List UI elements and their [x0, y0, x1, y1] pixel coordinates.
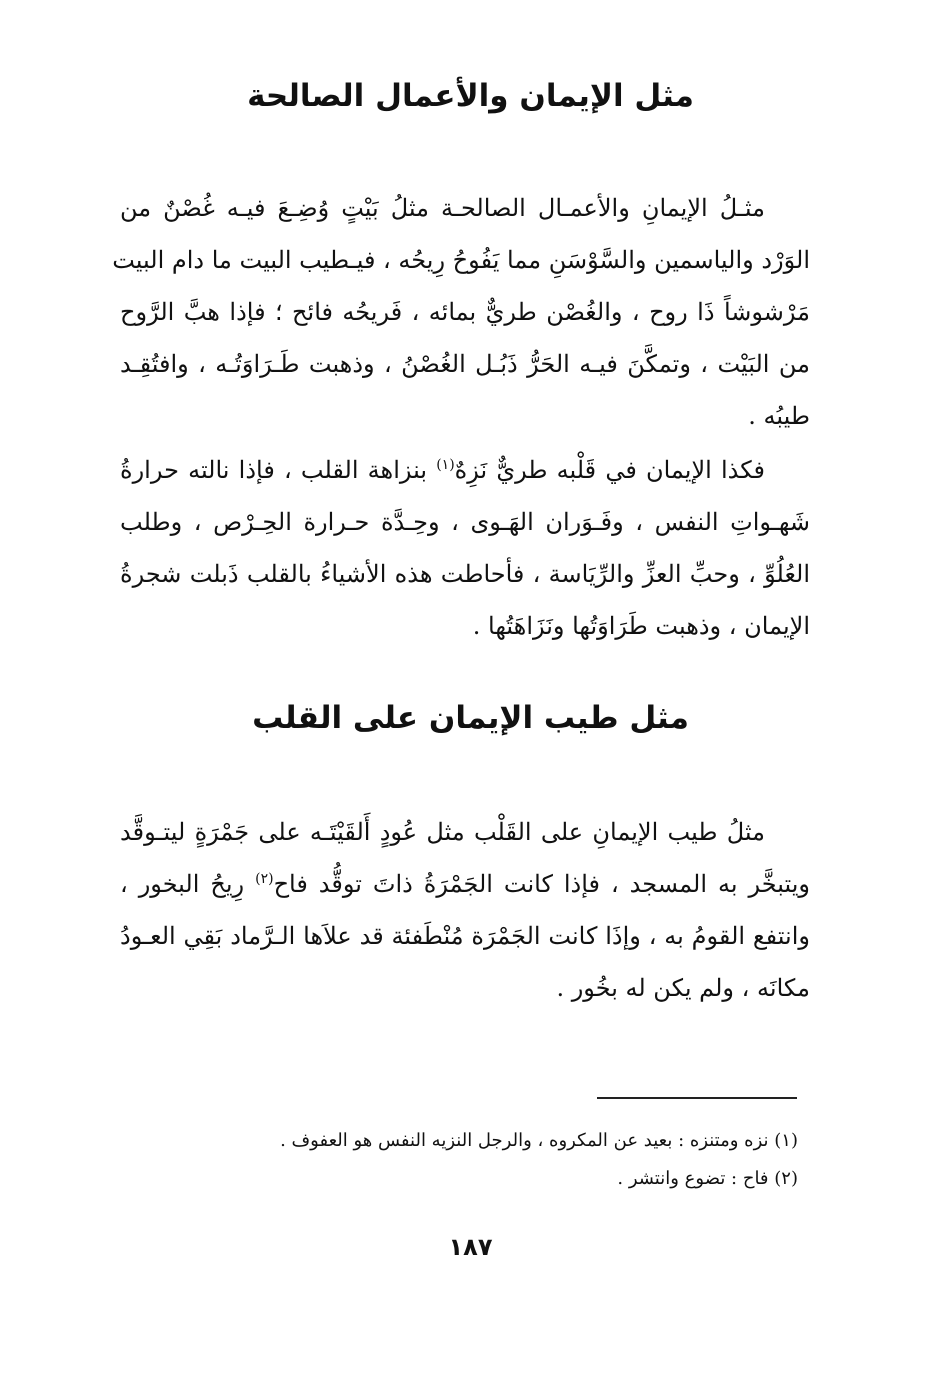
- paragraph: [120, 806, 810, 1014]
- footnote-marker: (١): [436, 457, 455, 473]
- text-segment: ويتبخَّر به المسجد ، فإذا كانت الجَمْرَةُ ذاتَ توقُّد فاح: [273, 870, 810, 898]
- text-segment: بنزاهة القلب ، فإذا نالته حرارةُ: [120, 456, 437, 484]
- text-line: وانتفع القومُ به ، وإذَا كانت الجَمْرَة مُنْطَفئة قد علاَها الـرَّماد بَقِي العـودُ: [120, 922, 810, 950]
- paragraph: [120, 444, 810, 652]
- text-line: الإيمان ، وذهبت طَرَاوَتُها ونَزَاهَتُها .: [472, 612, 810, 640]
- footnote: (١) نزه ومتنزه : بعيد عن المكروه ، والرجل النزيه النفس هو العفوف .: [280, 1130, 798, 1151]
- footnote: (٢) فاح : تضوع وانتشر .: [617, 1168, 798, 1189]
- footnote-marker: (٢): [255, 871, 274, 887]
- section-title: مثل الإيمان والأعمال الصالحة: [247, 78, 694, 114]
- text-line: مكانَه ، ولم يكن له بخُور .: [556, 974, 810, 1002]
- text-line: مثـلُ الإيمانِ والأعمـال الصالحـة مثلُ بَيْتٍ وُضِـعَ فيـه غُصْنٌ من: [120, 194, 765, 222]
- text-line: [120, 444, 810, 496]
- page-number: ١٨٧: [448, 1233, 493, 1261]
- text-line: من البَيْت ، وتمكَّنَ فيـه الحَرُّ ذَبُـل الغُصْنُ ، وذهبت طَـرَاوَتُـه ، وافتُقِـد: [120, 350, 810, 378]
- text-line: [120, 858, 810, 910]
- text-segment: فكذا الإيمان في قَلْبه طريٌّ نَزِهٌ: [454, 456, 765, 484]
- text-line: مَرْشوشاً ذَا روح ، والغُصْن طريٌّ بمائه ، فَريحُه فائح ؛ فإذا هبَّ الرَّوح: [120, 298, 810, 326]
- footnote-divider: [597, 1097, 797, 1099]
- section-title: مثل طيب الإيمان على القلب: [252, 700, 689, 736]
- footnotes: [180, 1122, 798, 1198]
- paragraph: [112, 182, 810, 442]
- text-line: مثلُ طيب الإيمانِ على القَلْب مثل عُودٍ أَلقَيْتَـه على جَمْرَةٍ ليتـوقَّد: [120, 818, 765, 846]
- text-line: شَهـواتِ النفس ، وفَـوَران الهَـوى ، وحِـدَّة حـرارة الحِـرْص ، وطلب: [120, 508, 810, 536]
- text-line: طيبُه .: [748, 402, 810, 430]
- text-segment: رِيحُ البخور ،: [120, 870, 256, 898]
- text-line: العُلُوِّ ، وحبِّ العزِّ والرِّيَاسة ، فأحاطت هذه الأشياءُ بالقلب ذَبلت شجرةُ: [120, 560, 810, 588]
- text-line: الوَرْد والياسمين والسَّوْسَنِ مما يَفُوحُ رِيحُه ، فيـطيب البيت ما دام البيت: [112, 246, 810, 274]
